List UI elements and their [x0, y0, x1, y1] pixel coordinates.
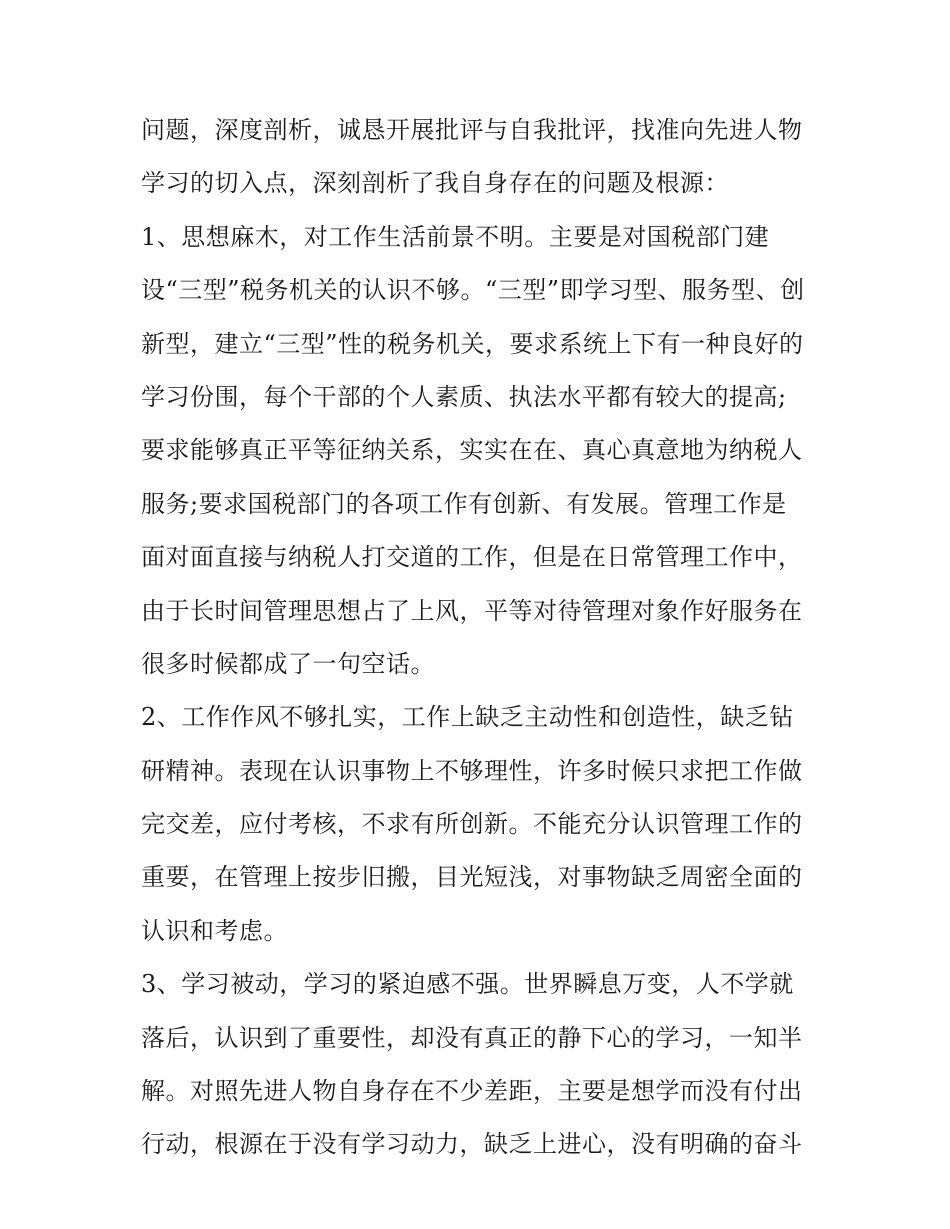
text-line: 认识和考虑。	[141, 916, 288, 945]
text-line: 落后，认识到了重要性，却没有真正的静下心的学习，一知半	[141, 1023, 803, 1052]
text-line: 学习的切入点，深刻剖析了我自身存在的问题及根源：	[141, 169, 729, 198]
text-line: 由于长时间管理思想占了上风，平等对待管理对象作好服务在	[141, 596, 803, 625]
text-line: 行动，根源在于没有学习动力，缺乏上进心，没有明确的奋斗	[141, 1130, 803, 1159]
text-line: 3、学习被动，学习的紧迫感不强。世界瞬息万变，人不学就	[141, 970, 794, 999]
text-line: 学习份围，每个干部的个人素质、执法水平都有较大的提高;	[141, 382, 787, 411]
text-line: 问题，深度剖析，诚恳开展批评与自我批评，找准向先进人物	[141, 116, 803, 144]
text-line: 2、工作作风不够扎实，工作上缺乏主动性和创造性，缺乏钻	[141, 703, 794, 732]
text-line: 解。对照先进人物自身存在不少差距，主要是想学而没有付出	[141, 1077, 803, 1106]
text-line: 服务;要求国税部门的各项工作有创新、有发展。管理工作是	[141, 489, 787, 518]
text-line: 研精神。表现在认识事物上不够理性，许多时候只求把工作做	[141, 756, 803, 785]
text-line: 设“三型”税务机关的认识不够。“三型”即学习型、服务型、创	[141, 276, 805, 305]
text-line: 完交差，应付考核，不求有所创新。不能充分认识管理工作的	[141, 810, 803, 839]
text-line: 1、思想麻木，对工作生活前景不明。主要是对国税部门建	[141, 222, 770, 251]
document-body	[141, 104, 821, 1172]
text-line: 面对面直接与纳税人打交道的工作，但是在日常管理工作中，	[141, 543, 803, 572]
text-line: 要求能够真正平等征纳关系，实实在在、真心真意地为纳税人	[141, 436, 803, 465]
text-line: 很多时候都成了一句空话。	[141, 649, 435, 678]
text-line: 重要，在管理上按步旧搬，目光短浅，对事物缺乏周密全面的	[141, 863, 803, 892]
text-line: 新型，建立“三型”性的税务机关，要求系统上下有一种良好的	[141, 329, 804, 358]
